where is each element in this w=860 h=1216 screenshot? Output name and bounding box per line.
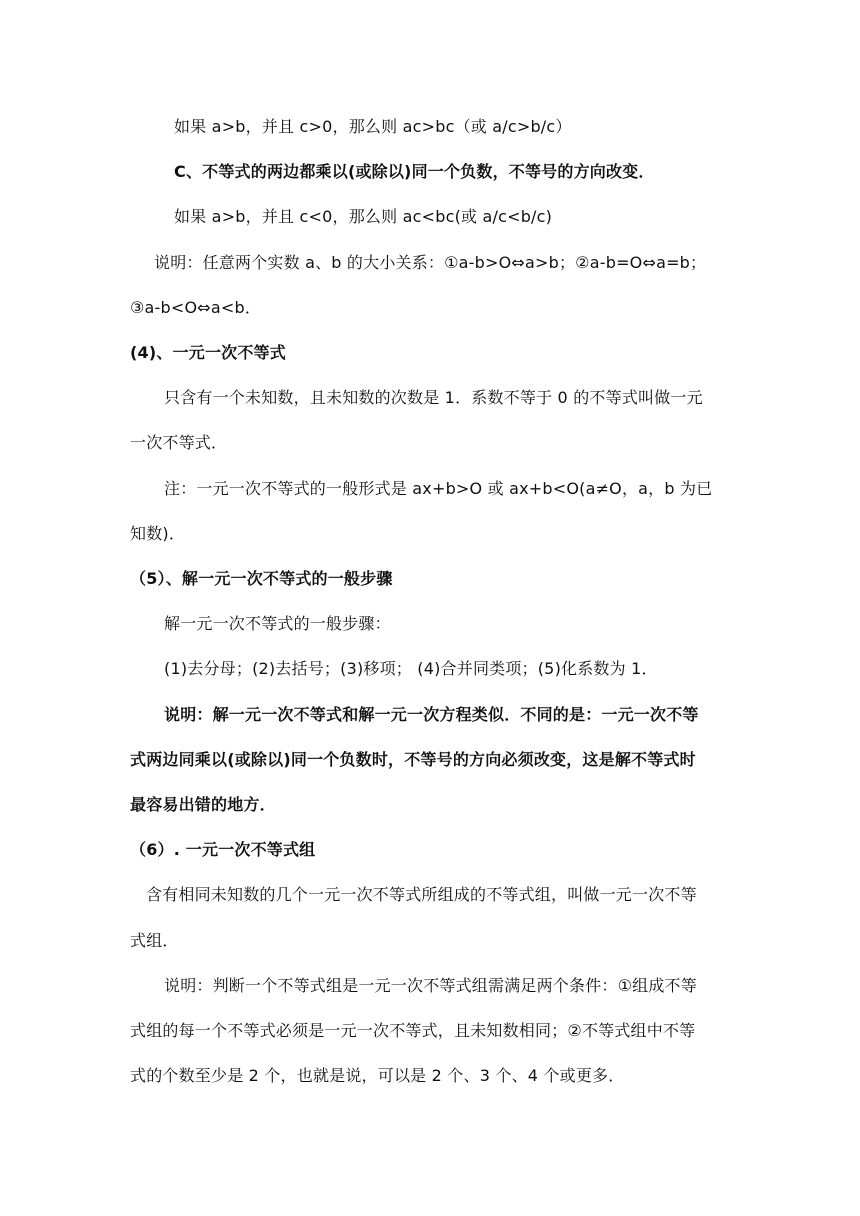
bold-note-line: 说明：解一元一次不等式和解一元一次方程类似．不同的是：一元一次不等 <box>164 705 699 724</box>
text-line: 如果 a>b，并且 c>0，那么则 ac>bc（或 a/c>b/c） <box>174 117 572 136</box>
paragraph-line: 含有相同未知数的几个一元一次不等式所组成的不等式组，叫做一元一次不等 <box>146 885 697 904</box>
section-heading-4: (4)、一元一次不等式 <box>130 343 286 362</box>
bold-note-line: 最容易出错的地方． <box>130 795 276 814</box>
paragraph-line: 解一元一次不等式的一般步骤： <box>164 614 391 633</box>
paragraph-line: 说明：判断一个不等式组是一元一次不等式组需满足两个条件：①组成不等 <box>164 976 697 995</box>
rule-c-heading: C、不等式的两边都乘以(或除以)同一个负数，不等号的方向改变． <box>174 162 655 181</box>
text-line: 如果 a>b，并且 c<0，那么则 ac<bc(或 a/c<b/c) <box>174 207 553 226</box>
section-heading-6: （6）. 一元一次不等式组 <box>130 840 316 859</box>
paragraph-line: 一次不等式． <box>130 433 228 452</box>
paragraph-line: 式的个数至少是 2 个，也就是说，可以是 2 个、3 个、4 个或更多． <box>130 1066 625 1085</box>
paragraph-line: 知数)． <box>130 524 186 543</box>
note-line: ③a-b<O⇔a<b． <box>130 298 262 317</box>
paragraph-line: 式组的每一个不等式必须是一元一次不等式，且未知数相同；②不等式组中不等 <box>130 1021 696 1040</box>
note-line: 说明：任意两个实数 a、b 的大小关系：①a-b>O⇔a>b；②a-b=O⇔a=b； <box>154 253 707 272</box>
paragraph-line: 注：一元一次不等式的一般形式是 ax+b>O 或 ax+b<O(a≠O，a，b 为已 <box>164 479 713 498</box>
paragraph-line: 只含有一个未知数，且未知数的次数是 1．系数不等于 0 的不等式叫做一元 <box>164 388 703 407</box>
steps-line: (1)去分母；(2)去括号；(3)移项； (4)合并同类项；(5)化系数为 1． <box>164 659 658 678</box>
paragraph-line: 式组． <box>130 931 179 950</box>
section-heading-5: （5）、解一元一次不等式的一般步骤 <box>130 569 393 588</box>
bold-note-line: 式两边同乘以(或除以)同一个负数时，不等号的方向必须改变，这是解不等式时 <box>130 750 696 769</box>
